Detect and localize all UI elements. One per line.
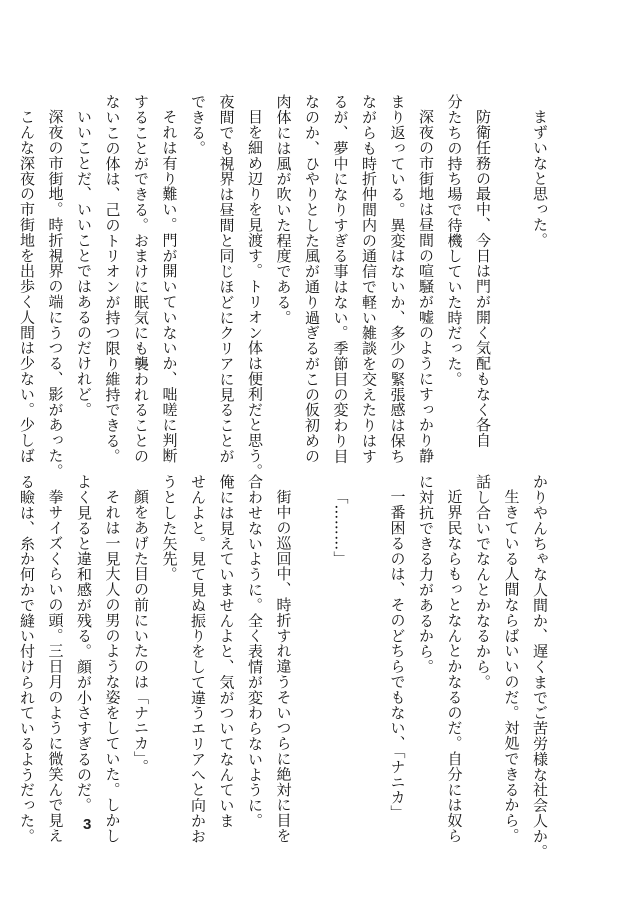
lower-text-block <box>18 474 554 859</box>
text-line: 話し合いでなんとかなるから。 <box>474 474 492 690</box>
text-line: 肉体には風が吹いた程度である。 <box>274 94 293 325</box>
blank-line <box>355 474 384 826</box>
text-line: 俺には見えていませんよと、気がついてなんていま <box>217 474 236 829</box>
text-line: 防衛任務の最中、今日は門が開く気配もなく各自 <box>474 109 492 448</box>
text-line: なのか、ひやりとした風が通り過ぎるがこの仮初めの <box>303 94 321 464</box>
text-line: 顔をあげた目の前にいたのは「ナニカ」。 <box>132 489 150 775</box>
text-line: 生きている人間ならばいいのだ。対処できるから。 <box>502 489 521 844</box>
text-line: 分たちの持ち場で待機していた時だった。 <box>445 94 464 387</box>
text-line: 深夜の市街地は昼間の喧騒が嘘のようにすっかり静 <box>417 109 435 464</box>
text-line: 街中の巡回中、時折すれ違うそいつらに絶対に目を <box>274 489 293 844</box>
text-line: まずいなと思った。 <box>531 109 549 248</box>
text-line: かりやんちゃな人間か、遅くまでご苦労様な社会人か。 <box>531 474 549 859</box>
text-line: に対抗できる力があるから。 <box>417 474 435 675</box>
text-line: することができる。おまけに眠気にも襲われることの <box>132 94 150 464</box>
text-line: いいことだ、いいことではあるのだけれど。 <box>75 109 93 417</box>
text-line: 拳サイズくらいの頭。三日月のように微笑んで見え <box>46 489 65 844</box>
text-line: 目を細め辺りを見渡す。トリオン体は便利だと思う。 <box>246 109 264 479</box>
text-line: できる。 <box>189 94 207 156</box>
text-line: 一番困るのは、そのどちらでもない、「ナニカ」 <box>388 489 407 821</box>
text-line: るが、夢中になりすぎる事はない。季節目の変わり目 <box>331 94 350 464</box>
text-line: せんよと。見て見ぬ振りをして違うエリアへと向かお <box>189 474 207 844</box>
page-number: 3 <box>83 816 92 833</box>
text-line: ないこの体は、己のトリオンが持つ限り維持できる。 <box>103 94 122 464</box>
text-line: まり返っている。異変はないか、多少の緊張感は保ち <box>388 94 407 464</box>
text-line: こんな深夜の市街地を出歩く人間は少ない。少しば <box>18 109 36 464</box>
text-line: 合わせないように。全く表情が変わらないように。 <box>246 474 264 829</box>
blank-line <box>497 94 526 466</box>
text-line: 夜間でも視界は昼間と同じほどにクリアに見ることが <box>217 94 236 464</box>
text-line: ながらも時折仲間内の通信で軽い雑談を交えたりはす <box>360 94 378 464</box>
upper-text-block <box>18 94 554 479</box>
text-line: 「………」 <box>331 489 350 566</box>
text-line: よく見ると違和感が残る。顔が小さすぎるのだ。 <box>75 474 93 813</box>
text-line: 深夜の市街地。時折視界の端にうつる、影があった。 <box>46 109 65 479</box>
blank-line <box>298 474 327 826</box>
text-line: 近界民ならもっとなんとかなるのだ。自分には奴ら <box>445 489 464 844</box>
text-line: それは一見大人の男のような姿をしていた。しかし <box>103 489 122 844</box>
text-line: る瞼は、糸か何かで縫い付けられているようだった。 <box>18 474 36 844</box>
text-line: それは有り難い。門が開いていないか、咄嗟に判断 <box>160 109 179 464</box>
text-line: うとした矢先。 <box>160 474 179 582</box>
